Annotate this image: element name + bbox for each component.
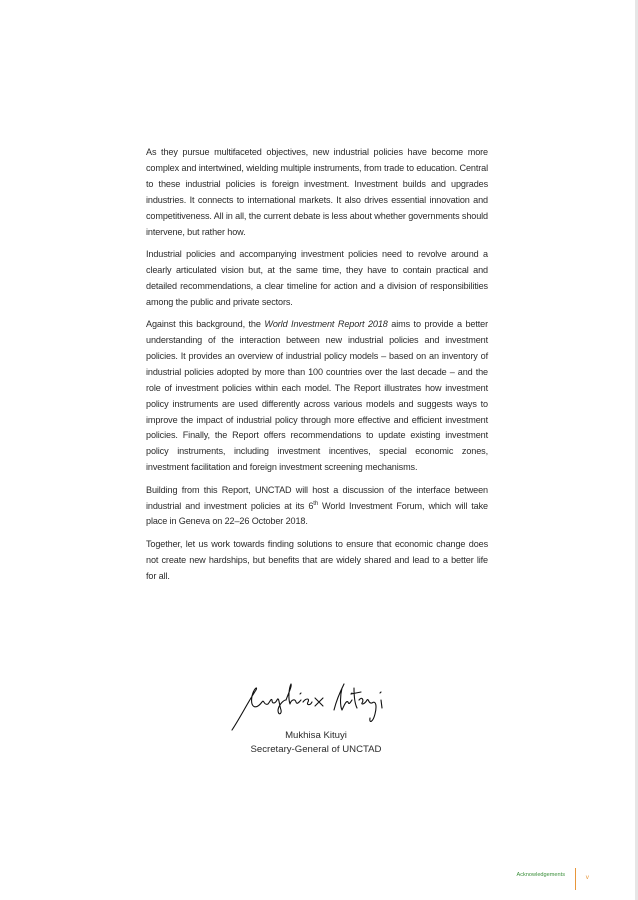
page-number: v xyxy=(585,874,589,881)
report-title: World Investment Report 2018 xyxy=(264,319,388,330)
paragraph-3-intro: Against this background, the xyxy=(146,319,265,330)
foreword-body xyxy=(146,145,488,591)
paragraph-4 xyxy=(146,483,488,531)
paragraph-3 xyxy=(146,317,488,476)
page-footer xyxy=(438,868,638,896)
paragraph-4-body: World Investment Forum, which will take place in Geneva on 22–26 October 2018. xyxy=(146,500,488,527)
signer-title: Secretary-General of UNCTAD xyxy=(250,744,382,755)
paragraph-4-intro: Building from this Report, UNCTAD will host a discussion of the interface between industrial and investment policies at its 6 xyxy=(146,484,488,511)
signer-name: Mukhisa Kituyi xyxy=(285,730,347,741)
footer-section-label: Acknowledgements xyxy=(516,872,565,878)
footer-divider xyxy=(575,868,576,890)
paragraph-2: Industrial policies and accompanying investment policies need to revolve around a clearly articulated vision but, at the same time, they have to contain practical and detailed recommendations, a clear timeline for action and a division of responsibilities among the public and private sectors. xyxy=(146,248,488,307)
paragraph-5: Together, let us work towards finding solutions to ensure that economic change does not create new hardships, but benefits that are widely shared and lead to a better life for all. xyxy=(146,538,488,581)
handwritten-signature xyxy=(226,680,406,734)
paragraph-1: As they pursue multifaceted objectives, new industrial policies have become more complex and intertwined, wielding multiple instruments, from trade to education. Central to these industrial policies is foreign investment. Investment builds and upgrades industries. It connects to international markets. It also drives essential innovation and competitiveness. All in all, the current debate is less about whether governments should intervene, but rather how. xyxy=(146,147,488,237)
paragraph-3-body: aims to provide a better understanding of the interaction between new industrial policies and investment policies. It provides an overview of industrial policy models – based on an inventory of industrial policies adopted by more than 100 countries over the last decade – and the role of investment policies within each model. The Report illustrates how investment policy instruments are used differently across various models and suggests ways to improve the impact of industrial policy through more effective and efficient investment policies. Finally, the Report offers recommendations to update existing investment policy instruments, including investment incentives, special economic zones, investment facilitation and foreign investment screening mechanisms. xyxy=(146,319,488,473)
ordinal-suffix: th xyxy=(313,500,319,507)
signature-block xyxy=(216,672,416,762)
